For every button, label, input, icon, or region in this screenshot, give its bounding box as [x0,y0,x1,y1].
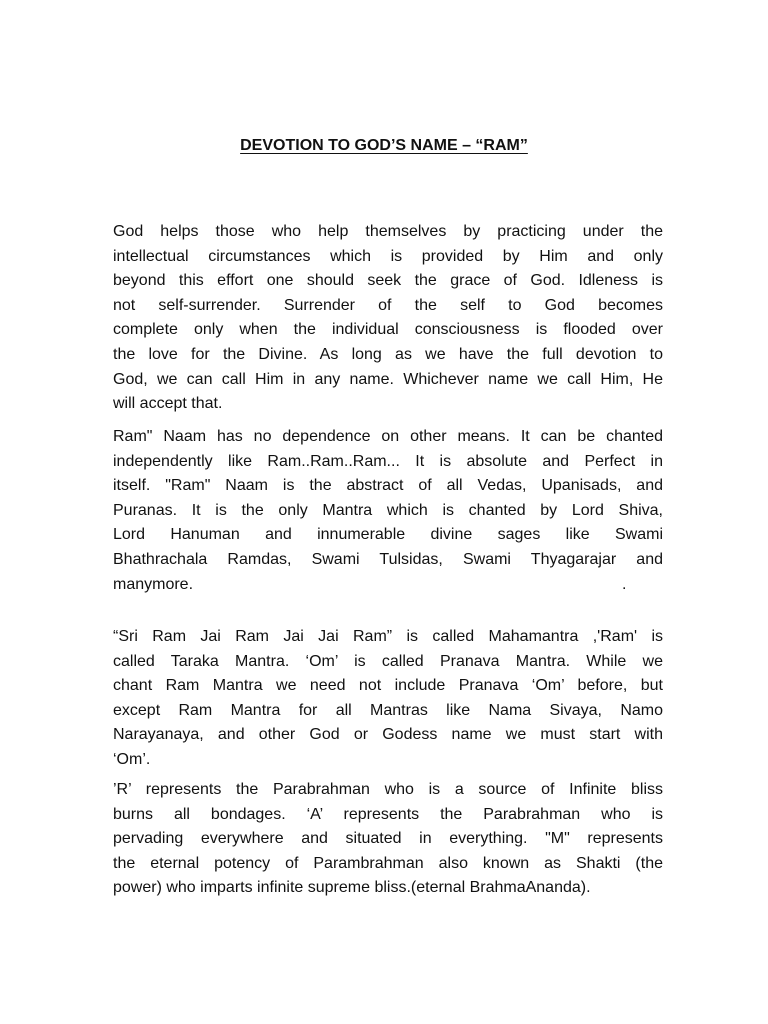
paragraph-intro [113,220,663,417]
paragraph-ram-meaning [113,778,663,901]
paragraph-ram-naam [113,425,663,597]
text-line: not self-surrender. Surrender of the self to God becomes [113,296,663,314]
text-line: the eternal potency of Parambrahman also known as Shakti (the [113,854,663,872]
text-line: manymore. [113,575,194,593]
text-line: ’R’ represents the Parabrahman who is a source of Infinite bliss [113,781,663,798]
text-line: itself. "Ram" Naam is the abstract of all Vedas, Upanisads, and [113,477,663,495]
text-line: pervading everywhere and situated in everything. "M" represents [113,830,663,848]
text-line: intellectual circumstances which is provided by Him and only [113,247,663,265]
text-line: burns all bondages. ‘A’ represents the Parabrahman who is [113,805,663,823]
trailing-dot: . [622,575,627,593]
text-line: independently like Ram..Ram..Ram... It is absolute and Perfect in [113,452,663,470]
text-line: Narayanaya, and other God or Godess name we must start with [113,726,663,744]
title-text: DEVOTION TO GOD’S NAME – “RAM” [240,137,528,154]
paragraph-mahamantra [113,625,663,773]
text-line: God, we can call Him in any name. Whichever name we call Him, He [113,370,663,388]
text-line: power) who imparts infinite supreme bliss.(eternal BrahmaAnanda). [113,879,591,897]
text-line: complete only when the individual consciousness is flooded over [113,321,663,339]
text-line: except Ram Mantra for all Mantras like Nama Sivaya, Namo [113,701,663,719]
text-line: Bhathrachala Ramdas, Swami Tulsidas, Swami Thyagarajar and [113,550,663,568]
text-line: beyond this effort one should seek the grace of God. Idleness is [113,272,663,290]
text-line: Lord Hanuman and innumerable divine sages like Swami [113,526,663,544]
text-line: ‘Om’. [113,750,151,768]
text-line: chant Ram Mantra we need not include Pranava ‘Om’ before, but [113,677,663,695]
document-title [0,137,768,155]
text-line: God helps those who help themselves by practicing under the [113,223,663,240]
text-line: Ram" Naam has no dependence on other means. It can be chanted [113,428,663,445]
text-line: called Taraka Mantra. ‘Om’ is called Pranava Mantra. While we [113,652,663,670]
text-line: will accept that. [113,395,223,413]
text-line: Puranas. It is the only Mantra which is chanted by Lord Shiva, [113,501,663,519]
text-line: “Sri Ram Jai Ram Jai Jai Ram” is called Mahamantra ,'Ram' is [113,628,663,645]
text-line: the love for the Divine. As long as we have the full devotion to [113,345,663,363]
